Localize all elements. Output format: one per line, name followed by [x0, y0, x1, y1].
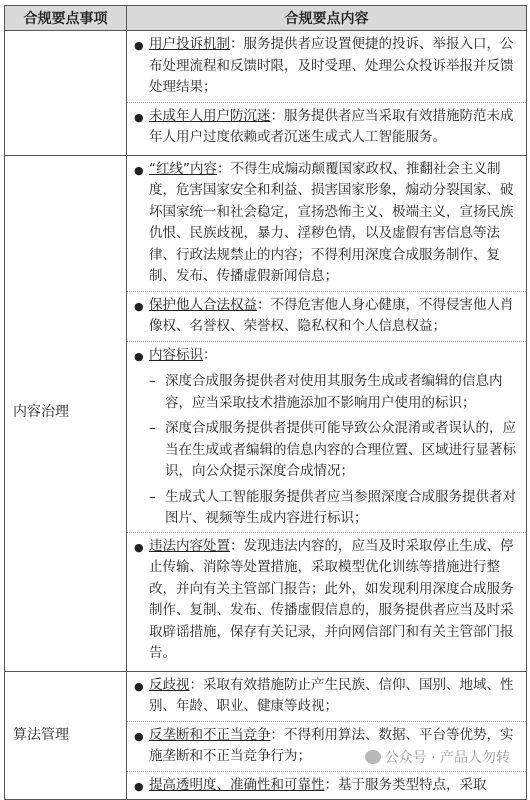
bullet-icon: ●	[134, 540, 144, 554]
item-heading: “红线”内容	[149, 160, 217, 177]
list-item	[127, 771, 526, 800]
item-heading: 未成年人用户防沉迷	[149, 107, 271, 124]
item-text: ：不得危害他人身心健康，不得侵害他人肖像权、名誉权、荣誉权、隐私权和个人信息权益；	[149, 296, 514, 334]
bullet-icon: ●	[134, 349, 144, 363]
wechat-icon	[365, 750, 381, 764]
bullet-icon: ●	[134, 779, 144, 793]
item-text: ：服务提供者应当采取有效措施防范未成年人用户过度依赖或者沉迷生成式人工智能服务。	[149, 107, 514, 145]
watermark	[363, 747, 512, 767]
item-text: ：基于服务类型特点，采取	[324, 776, 487, 793]
list-item	[127, 102, 526, 152]
bullet-icon: ●	[134, 299, 144, 313]
item-text: ：	[203, 346, 217, 363]
content-cell	[127, 671, 527, 800]
bullet-icon: ●	[134, 729, 144, 743]
item-heading: 反垄断和不正当竞争	[149, 726, 271, 743]
sub-list-item	[127, 485, 526, 532]
header-compliance-content: 合规要点内容	[127, 6, 527, 31]
category-cell: 内容治理	[5, 155, 127, 671]
table-row	[5, 671, 527, 800]
dash-icon: –	[149, 373, 156, 389]
table-header-row	[5, 6, 527, 31]
sub-item-text: 生成式人工智能服务提供者应当参照深度合成服务提供者对图片、视频等生成内容进行标识；	[165, 488, 516, 526]
item-text: ：不得利用算法、数据、平台等优势，实施垄断和不正当竞争行为；	[149, 726, 514, 764]
sub-item-text: 深度合成服务提供者提供可能导致公众混淆或者误认的，应当在生成或者编辑的信息内容的合理位置、区域进行显著标识，向公众提示深度合成情况；	[165, 420, 516, 479]
item-heading: 违法内容处置	[149, 537, 230, 554]
list-item	[127, 532, 526, 668]
compliance-table	[4, 5, 527, 800]
item-text: ：不得生成煽动颠覆国家政权、推翻社会主义制度，危害国家安全和利益、损害国家形象，煽动分裂国家、破坏国家统一和社会稳定，宣扬恐怖主义、极端主义，宣扬民族仇恨、民族歧视，暴力、淫秽色情，以及虚假有害信息等法律、行政法规禁止的内容；不得利用深度合成服务制作、复制、发布、传播虚假新闻信息；	[149, 160, 514, 284]
list-item	[127, 31, 526, 102]
list-item	[127, 672, 526, 721]
item-text: ：采取有效措施防止产生民族、信仰、国别、地域、性别、年龄、职业、健康等歧视；	[149, 676, 514, 714]
sub-list-item	[127, 369, 526, 416]
item-heading: 提高透明度、准确性和可靠性	[149, 776, 325, 793]
content-cell	[127, 155, 527, 671]
item-heading: 内容标识	[149, 346, 203, 363]
item-heading: 反歧视	[149, 676, 190, 693]
list-item	[127, 156, 526, 291]
content-cell	[127, 31, 527, 156]
list-item	[127, 291, 526, 341]
dash-icon: –	[149, 420, 156, 436]
sub-item-text: 深度合成服务提供者对使用其服务生成或者编辑的信息内容，应当采取技术措施添加不影响用户使用的标识；	[165, 373, 503, 411]
bullet-icon: ●	[134, 110, 144, 124]
list-item	[127, 341, 526, 370]
watermark-text: 公众号 · 产品人勿转	[384, 750, 510, 766]
table-row	[5, 31, 527, 156]
sub-list-item	[127, 416, 526, 485]
item-text: ：发现违法内容的，应当及时采取停止生成、停止传输、消除等处置措施，采取模型优化训练等措施进行整改，并向有关主管部门报告；此外，如发现利用深度合成服务制作、复制、发布、传播虚假信息的，服务提供者应当及时采取辟谣措施，保存有关记录，并向网信部门和有关主管部门报告。	[149, 537, 514, 661]
bullet-icon: ●	[134, 39, 144, 52]
bullet-icon: ●	[134, 163, 144, 177]
category-cell	[5, 31, 127, 156]
bullet-icon: ●	[134, 679, 144, 693]
item-text: ：服务提供者应设置便捷的投诉、举报入口，公布处理流程和反馈时限，及时受理、处理公众投诉举报并反馈处理结果；	[149, 36, 514, 95]
header-compliance-item: 合规要点事项	[5, 6, 127, 31]
item-heading: 用户投诉机制	[149, 36, 230, 52]
category-cell: 算法管理	[5, 671, 127, 800]
table-row	[5, 155, 527, 671]
item-heading: 保护他人合法权益	[149, 296, 257, 313]
dash-icon: –	[149, 488, 156, 505]
